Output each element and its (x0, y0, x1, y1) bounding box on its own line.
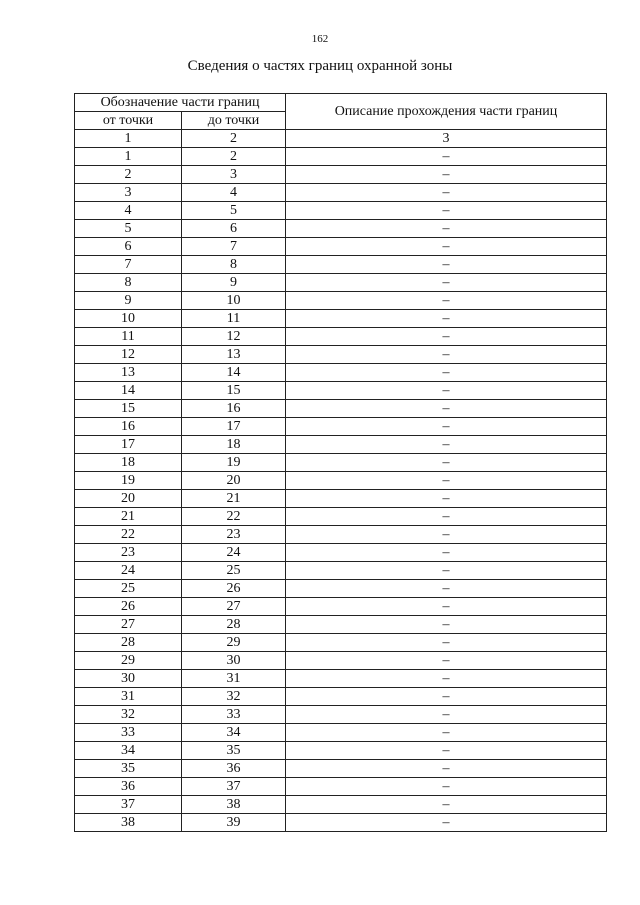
to-point-cell: 9 (182, 274, 286, 292)
from-point-cell: 22 (75, 526, 182, 544)
to-point-cell: 24 (182, 544, 286, 562)
header-boundary-designation: Обозначение части границ (75, 94, 286, 112)
from-point-cell: 27 (75, 616, 182, 634)
from-point-cell: 32 (75, 706, 182, 724)
header-to-point: до точки (182, 112, 286, 130)
from-point-cell: 3 (75, 184, 182, 202)
description-cell: – (286, 490, 607, 508)
description-cell: – (286, 706, 607, 724)
table-row (75, 184, 607, 202)
table-row (75, 580, 607, 598)
to-point-cell: 7 (182, 238, 286, 256)
to-point-cell: 25 (182, 562, 286, 580)
description-cell: – (286, 814, 607, 832)
from-point-cell: 38 (75, 814, 182, 832)
from-point-cell: 21 (75, 508, 182, 526)
column-number: 2 (182, 130, 286, 148)
table-row (75, 652, 607, 670)
table-row (75, 508, 607, 526)
table-row (75, 724, 607, 742)
to-point-cell: 32 (182, 688, 286, 706)
header-description: Описание прохождения части границ (286, 94, 607, 130)
description-cell: – (286, 436, 607, 454)
description-cell: – (286, 418, 607, 436)
from-point-cell: 25 (75, 580, 182, 598)
from-point-cell: 19 (75, 472, 182, 490)
to-point-cell: 17 (182, 418, 286, 436)
table-row (75, 688, 607, 706)
boundary-parts-table (74, 93, 607, 832)
table-row (75, 166, 607, 184)
table-row (75, 670, 607, 688)
table-row (75, 544, 607, 562)
table-row (75, 148, 607, 166)
from-point-cell: 5 (75, 220, 182, 238)
table-row (75, 454, 607, 472)
to-point-cell: 36 (182, 760, 286, 778)
table-row (75, 328, 607, 346)
from-point-cell: 35 (75, 760, 182, 778)
from-point-cell: 7 (75, 256, 182, 274)
to-point-cell: 28 (182, 616, 286, 634)
description-cell: – (286, 688, 607, 706)
description-cell: – (286, 634, 607, 652)
to-point-cell: 2 (182, 148, 286, 166)
to-point-cell: 29 (182, 634, 286, 652)
description-cell: – (286, 670, 607, 688)
to-point-cell: 14 (182, 364, 286, 382)
description-cell: – (286, 580, 607, 598)
to-point-cell: 23 (182, 526, 286, 544)
page-number: 162 (311, 33, 329, 45)
description-cell: – (286, 148, 607, 166)
to-point-cell: 15 (182, 382, 286, 400)
to-point-cell: 22 (182, 508, 286, 526)
to-point-cell: 20 (182, 472, 286, 490)
document-title: Сведения о частях границ охранной зоны (187, 58, 453, 74)
description-cell: – (286, 382, 607, 400)
to-point-cell: 26 (182, 580, 286, 598)
table-row (75, 526, 607, 544)
table-row (75, 760, 607, 778)
to-point-cell: 10 (182, 292, 286, 310)
from-point-cell: 9 (75, 292, 182, 310)
to-point-cell: 31 (182, 670, 286, 688)
table-row (75, 562, 607, 580)
from-point-cell: 34 (75, 742, 182, 760)
from-point-cell: 28 (75, 634, 182, 652)
from-point-cell: 33 (75, 724, 182, 742)
description-cell: – (286, 652, 607, 670)
description-cell: – (286, 166, 607, 184)
description-cell: – (286, 562, 607, 580)
from-point-cell: 13 (75, 364, 182, 382)
table-row (75, 256, 607, 274)
from-point-cell: 12 (75, 346, 182, 364)
from-point-cell: 6 (75, 238, 182, 256)
description-cell: – (286, 508, 607, 526)
table-row (75, 796, 607, 814)
description-cell: – (286, 238, 607, 256)
table-row (75, 706, 607, 724)
table-row (75, 436, 607, 454)
table-row (75, 418, 607, 436)
table-row (75, 400, 607, 418)
from-point-cell: 24 (75, 562, 182, 580)
table-row (75, 292, 607, 310)
to-point-cell: 33 (182, 706, 286, 724)
header-from-point: от точки (75, 112, 182, 130)
to-point-cell: 4 (182, 184, 286, 202)
description-cell: – (286, 760, 607, 778)
to-point-cell: 37 (182, 778, 286, 796)
table-row (75, 364, 607, 382)
table-row (75, 346, 607, 364)
table-row (75, 274, 607, 292)
from-point-cell: 15 (75, 400, 182, 418)
description-cell: – (286, 724, 607, 742)
description-cell: – (286, 184, 607, 202)
to-point-cell: 5 (182, 202, 286, 220)
table-row (75, 202, 607, 220)
column-number: 3 (286, 130, 607, 148)
from-point-cell: 11 (75, 328, 182, 346)
description-cell: – (286, 310, 607, 328)
table-body (75, 148, 607, 832)
table-row (75, 238, 607, 256)
description-cell: – (286, 472, 607, 490)
description-cell: – (286, 274, 607, 292)
from-point-cell: 30 (75, 670, 182, 688)
to-point-cell: 38 (182, 796, 286, 814)
from-point-cell: 17 (75, 436, 182, 454)
from-point-cell: 14 (75, 382, 182, 400)
table-row (75, 634, 607, 652)
from-point-cell: 20 (75, 490, 182, 508)
to-point-cell: 11 (182, 310, 286, 328)
description-cell: – (286, 364, 607, 382)
table-row (75, 742, 607, 760)
table-row (75, 490, 607, 508)
to-point-cell: 16 (182, 400, 286, 418)
description-cell: – (286, 328, 607, 346)
description-cell: – (286, 346, 607, 364)
to-point-cell: 30 (182, 652, 286, 670)
description-cell: – (286, 616, 607, 634)
table-row (75, 310, 607, 328)
description-cell: – (286, 202, 607, 220)
table-row (75, 382, 607, 400)
from-point-cell: 36 (75, 778, 182, 796)
to-point-cell: 6 (182, 220, 286, 238)
description-cell: – (286, 778, 607, 796)
from-point-cell: 37 (75, 796, 182, 814)
to-point-cell: 13 (182, 346, 286, 364)
to-point-cell: 12 (182, 328, 286, 346)
to-point-cell: 39 (182, 814, 286, 832)
description-cell: – (286, 256, 607, 274)
from-point-cell: 18 (75, 454, 182, 472)
description-cell: – (286, 526, 607, 544)
from-point-cell: 26 (75, 598, 182, 616)
to-point-cell: 8 (182, 256, 286, 274)
from-point-cell: 31 (75, 688, 182, 706)
to-point-cell: 35 (182, 742, 286, 760)
to-point-cell: 27 (182, 598, 286, 616)
description-cell: – (286, 400, 607, 418)
from-point-cell: 2 (75, 166, 182, 184)
from-point-cell: 4 (75, 202, 182, 220)
table-row (75, 472, 607, 490)
table-row (75, 616, 607, 634)
to-point-cell: 21 (182, 490, 286, 508)
column-number: 1 (75, 130, 182, 148)
table-row (75, 598, 607, 616)
table-row (75, 220, 607, 238)
table-row (75, 778, 607, 796)
from-point-cell: 1 (75, 148, 182, 166)
description-cell: – (286, 742, 607, 760)
description-cell: – (286, 292, 607, 310)
to-point-cell: 34 (182, 724, 286, 742)
from-point-cell: 10 (75, 310, 182, 328)
from-point-cell: 8 (75, 274, 182, 292)
to-point-cell: 19 (182, 454, 286, 472)
from-point-cell: 23 (75, 544, 182, 562)
description-cell: – (286, 598, 607, 616)
from-point-cell: 16 (75, 418, 182, 436)
to-point-cell: 18 (182, 436, 286, 454)
description-cell: – (286, 544, 607, 562)
description-cell: – (286, 454, 607, 472)
to-point-cell: 3 (182, 166, 286, 184)
from-point-cell: 29 (75, 652, 182, 670)
description-cell: – (286, 220, 607, 238)
description-cell: – (286, 796, 607, 814)
table-row (75, 814, 607, 832)
